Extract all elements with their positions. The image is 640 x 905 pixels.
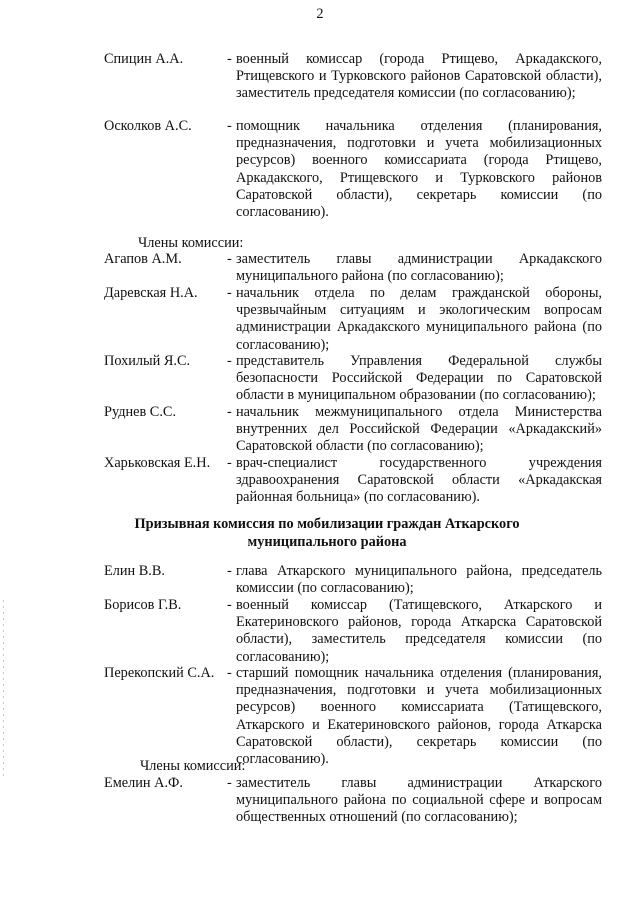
members-label: Члены комиссии: <box>140 758 246 774</box>
entry-name: Елин В.В. <box>104 563 165 579</box>
entry-dash: - <box>227 251 232 267</box>
section-heading-line-2: муниципального района <box>247 534 407 550</box>
entry-dash: - <box>227 51 232 67</box>
entry-name: Осколков А.С. <box>104 118 192 134</box>
entry-description: врач-специалист государственного учреждения здравоохранения Саратовской области «Аркадакская районная больница» (по согласованию). <box>236 455 602 506</box>
entry-name: Борисов Г.В. <box>104 597 182 613</box>
entry-dash: - <box>227 118 232 134</box>
entry-description: представитель Управления Федеральной службы безопасности Российской Федерации по Саратовской области в муниципальном образовании (по согласованию); <box>236 353 602 404</box>
entry-description: военный комиссар (Татищевского, Аткарского и Екатериновского районов, города Аткарска Саратовской области), заместитель председателя комиссии (по согласованию); <box>236 597 602 665</box>
page-number: 2 <box>316 6 324 22</box>
entry-name: Спицин А.А. <box>104 51 184 67</box>
entry-dash: - <box>227 285 232 301</box>
entry-dash: - <box>227 455 232 471</box>
entry-description: старший помощник начальника отделения (планирования, предназначения, подготовки и учета мобилизационных ресурсов) военного комиссариата (Татищевского, Аткарского и Екатериновского районов, города Аткарска Саратовской области), секретарь комиссии (по согласованию). <box>236 665 602 768</box>
entry-name: Агапов А.М. <box>104 251 182 267</box>
entry-dash: - <box>227 353 232 369</box>
entry-name: Руднев С.С. <box>104 404 177 420</box>
entry-name: Даревская Н.А. <box>104 285 198 301</box>
entry-description: военный комиссар (города Ртищево, Аркадакского, Ртищевского и Турковского районов Саратовской области), заместитель председателя комиссии (по согласованию); <box>236 51 602 102</box>
entry-dash: - <box>227 563 232 579</box>
members-label: Члены комиссии: <box>138 235 244 251</box>
entry-name: Емелин А.Ф. <box>104 775 183 791</box>
entry-description: заместитель главы администрации Аткарского муниципального района по социальной сфере и вопросам общественных отношений (по согласованию); <box>236 775 602 826</box>
entry-description: начальник межмуниципального отдела Министерства внутренних дел Российской Федерации «Аркадакский» Саратовской области (по согласованию); <box>236 404 602 455</box>
entry-dash: - <box>227 404 232 420</box>
entry-dash: - <box>227 665 232 681</box>
entry-description: помощник начальника отделения (планирования, предназначения, подготовки и учета мобилизационных ресурсов) военного комиссариата (города Ртищево, Аркадакского, Ртищевского и Турковского районов Саратовской области), секретарь комиссии (по согласованию). <box>236 118 602 221</box>
entry-name: Перекопский С.А. <box>104 665 215 681</box>
scan-margin-marks <box>3 600 5 780</box>
section-heading <box>112 515 542 551</box>
entry-description: заместитель главы администрации Аркадакского муниципального района (по согласованию); <box>236 251 602 285</box>
entry-dash: - <box>227 775 232 791</box>
entry-name: Похилый Я.С. <box>104 353 191 369</box>
entry-dash: - <box>227 597 232 613</box>
entry-description: начальник отдела по делам гражданской обороны, чрезвычайным ситуациям и экологическим вопросам администрации Аркадакского муниципального района (по согласованию); <box>236 285 602 353</box>
entry-description: глава Аткарского муниципального района, председатель комиссии (по согласованию); <box>236 563 602 597</box>
entry-name: Харьковская Е.Н. <box>104 455 211 471</box>
section-heading-line-1: Призывная комиссия по мобилизации граждан Аткарского <box>134 516 520 532</box>
